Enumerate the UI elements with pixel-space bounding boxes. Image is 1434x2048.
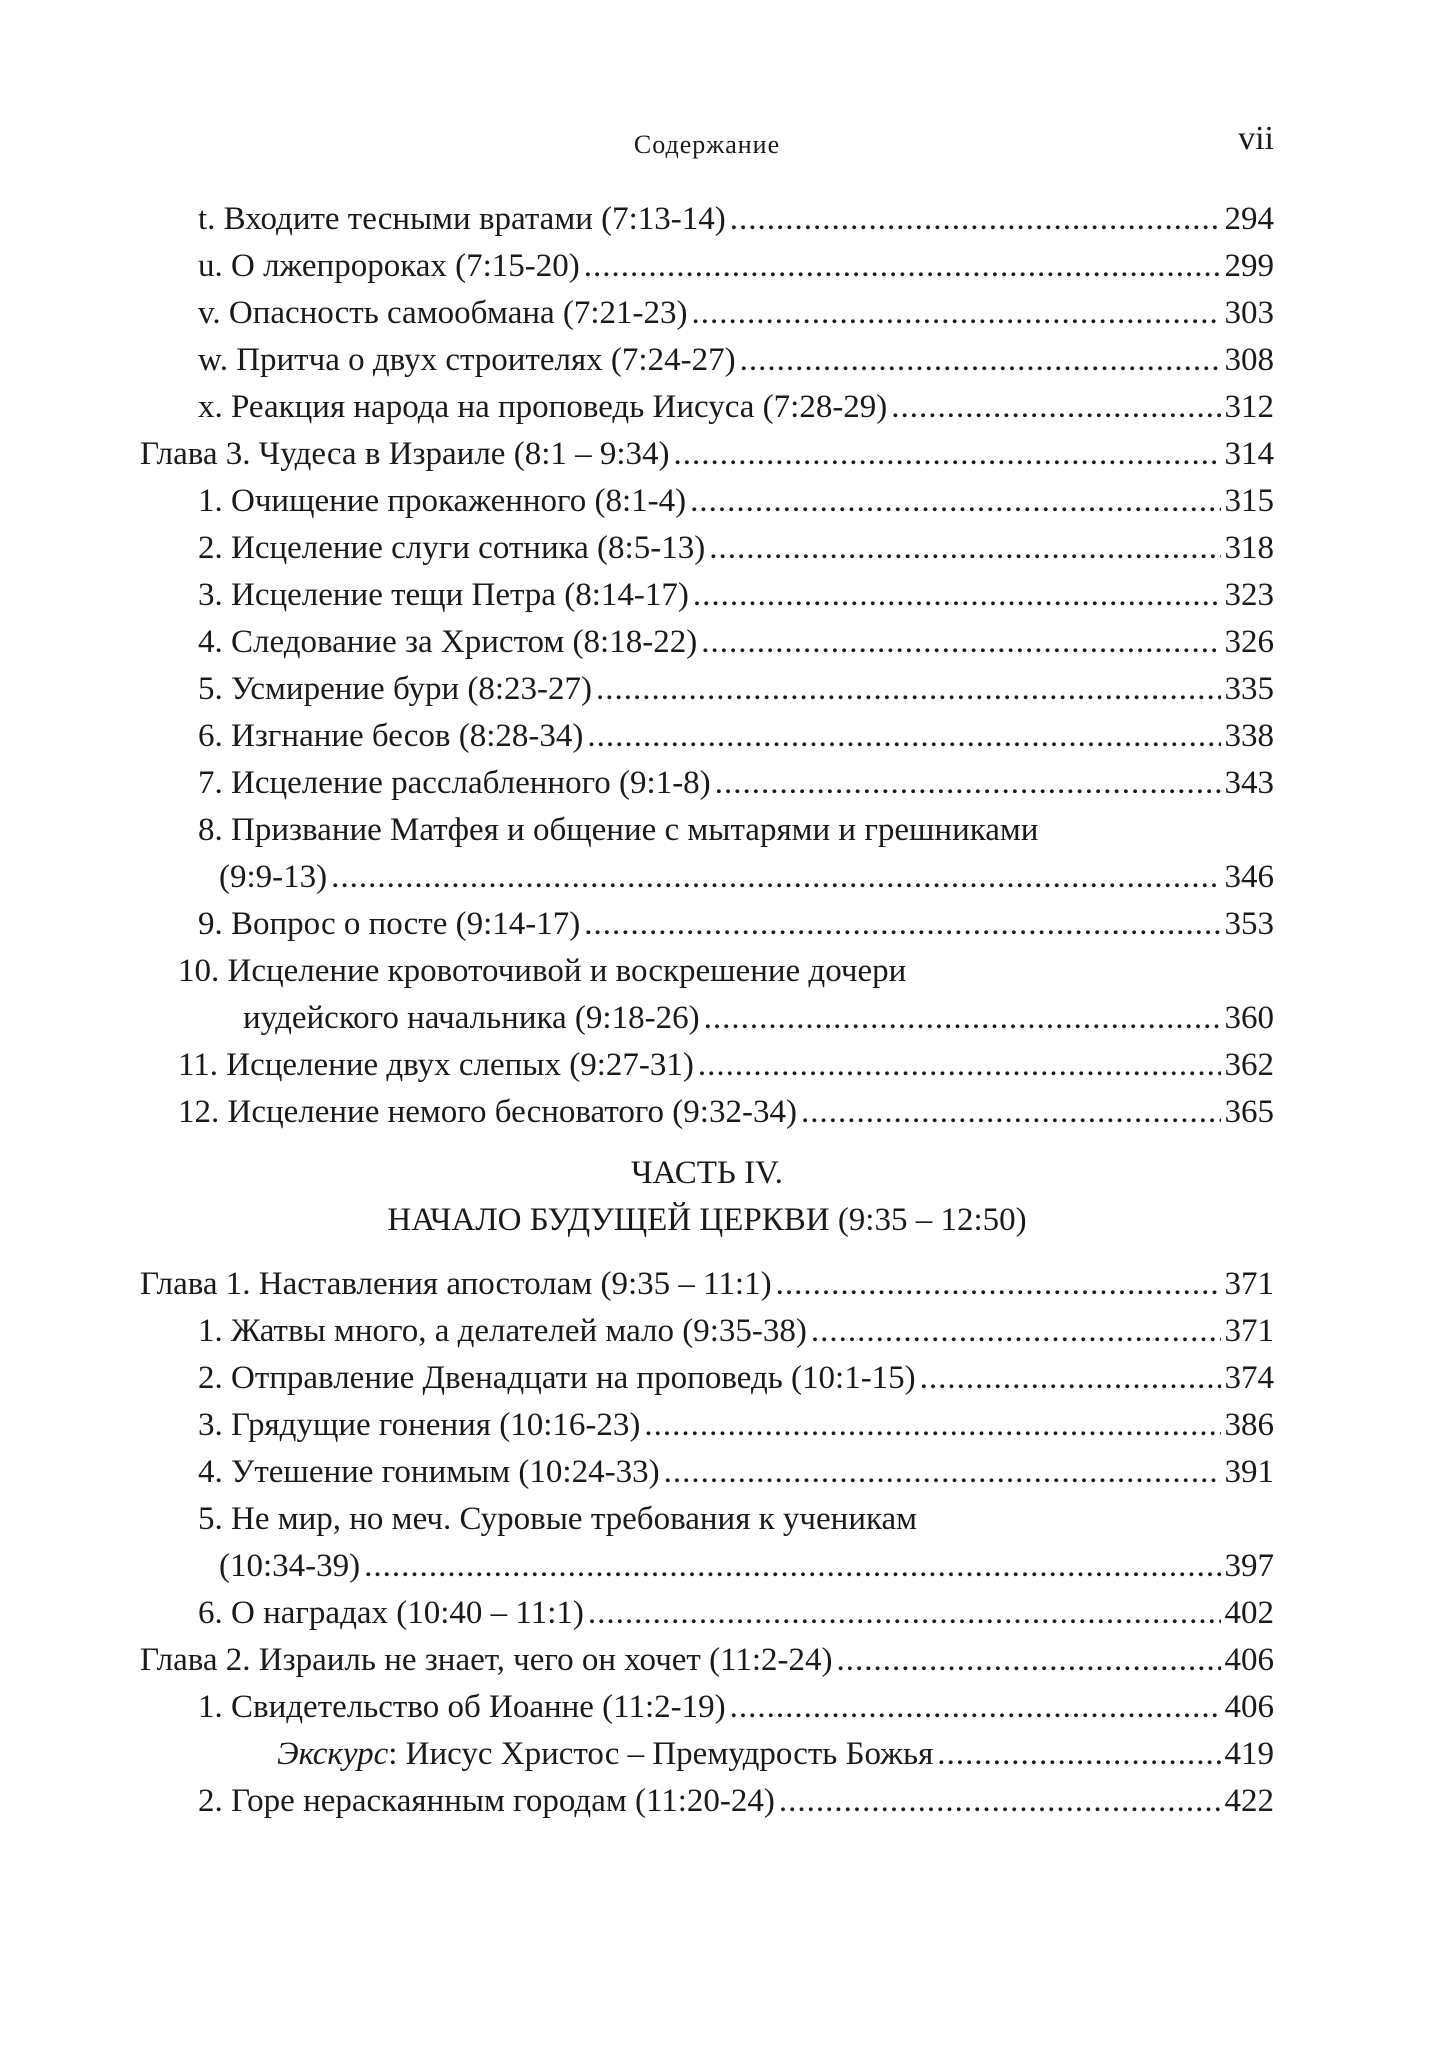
toc-entry-page: 362 — [1224, 1047, 1274, 1083]
leader-dots — [587, 713, 1220, 760]
part-number: ЧАСТЬ IV. — [631, 1155, 783, 1191]
toc-entry-label: 3. Грядущие гонения (10:16-23) — [198, 1407, 641, 1443]
toc-entry-label: Глава 3. Чудеса в Израиле (8:1 – 9:34) — [140, 436, 670, 472]
toc-entry — [140, 666, 1274, 713]
toc-entry — [140, 572, 1274, 619]
leader-dots — [701, 619, 1220, 666]
toc-entry-label: 6. Изгнание бесов (8:28-34) — [198, 718, 584, 754]
leader-dots — [664, 1449, 1221, 1496]
toc-entry — [140, 1778, 1274, 1825]
leader-dots — [698, 1042, 1221, 1089]
toc-entry-label: 12. Исцеление немого бесноватого (9:32-34) — [178, 1094, 797, 1130]
toc-entry-page: 335 — [1224, 671, 1274, 707]
leader-dots — [811, 1308, 1221, 1355]
part-title: НАЧАЛО БУДУЩЕЙ ЦЕРКВИ (9:35 – 12:50) — [387, 1202, 1027, 1238]
toc-entry — [140, 995, 1274, 1042]
toc-entry-page: 299 — [1224, 248, 1274, 284]
leader-dots — [596, 666, 1220, 713]
leader-dots — [690, 478, 1220, 525]
toc-entry — [140, 1402, 1274, 1449]
toc-block-1 — [140, 196, 1274, 1136]
toc-entry — [140, 854, 1274, 901]
running-header-title: Содержание — [633, 130, 781, 159]
toc-entry-page: 371 — [1224, 1266, 1274, 1302]
toc-entry-page: 338 — [1224, 718, 1274, 754]
toc-entry-page: 314 — [1224, 436, 1274, 472]
toc-entry-label: иудейского начальника (9:18-26) — [243, 1000, 700, 1036]
toc-entry-page: 402 — [1224, 1595, 1274, 1631]
toc-entry — [140, 196, 1274, 243]
leader-dots — [730, 196, 1221, 243]
toc-entry-page: 343 — [1224, 765, 1274, 801]
toc-entry — [140, 243, 1274, 290]
toc-entry-page: 353 — [1224, 906, 1274, 942]
leader-dots — [588, 1590, 1221, 1637]
toc-entry-page: 326 — [1224, 624, 1274, 660]
toc-entry-page: 346 — [1224, 859, 1274, 895]
toc-entry-label: (9:9-13) — [219, 859, 328, 895]
toc-entry — [140, 901, 1274, 948]
toc-entry-page: 312 — [1224, 389, 1274, 425]
toc-entry-page: 406 — [1224, 1642, 1274, 1678]
toc-entry-label: 9. Вопрос о посте (9:14-17) — [198, 906, 581, 942]
leader-dots — [920, 1355, 1221, 1402]
toc-entry-label: v. Опасность самообмана (7:21-23) — [198, 295, 688, 331]
page-number: vii — [1238, 120, 1274, 157]
toc-entry — [140, 1590, 1274, 1637]
toc-entry-label: 6. О наградах (10:40 – 11:1) — [198, 1595, 584, 1631]
toc-entry — [140, 1449, 1274, 1496]
leader-dots — [674, 431, 1221, 478]
toc-entry-label: 1. Жатвы много, а делателей мало (9:35-38) — [198, 1313, 807, 1349]
toc-entry-label: t. Входите тесными вратами (7:13-14) — [198, 201, 726, 237]
toc-entry — [140, 1543, 1274, 1590]
leader-dots — [584, 901, 1220, 948]
leader-dots — [776, 1261, 1221, 1308]
toc-entry-page: 371 — [1224, 1313, 1274, 1349]
leader-dots — [740, 337, 1221, 384]
toc-entry-page: 374 — [1224, 1360, 1274, 1396]
toc-entry-label: u. О лжепророках (7:15-20) — [198, 248, 580, 284]
toc-chapter-entry — [140, 1637, 1274, 1684]
leader-dots — [693, 572, 1221, 619]
toc-entry — [140, 290, 1274, 337]
toc-entry — [140, 1355, 1274, 1402]
toc-chapter-entry — [140, 431, 1274, 478]
leader-dots — [331, 854, 1220, 901]
excursus-title: : Иисус Христос – Премудрость Божья — [388, 1736, 934, 1772]
toc-entry-label: 11. Исцеление двух слепых (9:27-31) — [178, 1047, 694, 1083]
toc-entry-first-line: 8. Призвание Матфея и общение с мытарями и грешниками — [198, 812, 1039, 848]
toc-entry-page: 422 — [1224, 1783, 1274, 1819]
toc-entry-label: 7. Исцеление расслабленного (9:1-8) — [198, 765, 711, 801]
toc-entry-page: 419 — [1224, 1736, 1274, 1772]
leader-dots — [730, 1684, 1221, 1731]
toc-entry-label: 1. Очищение прокаженного (8:1-4) — [198, 483, 687, 519]
toc-entry-page: 308 — [1224, 342, 1274, 378]
leader-dots — [364, 1543, 1220, 1590]
leader-dots — [837, 1637, 1221, 1684]
leader-dots — [779, 1778, 1221, 1825]
toc-entry-page: 397 — [1224, 1548, 1274, 1584]
toc-block-2 — [140, 1261, 1274, 1825]
part-heading — [140, 1150, 1274, 1244]
toc-entry — [140, 619, 1274, 666]
toc-entry-page: 318 — [1224, 530, 1274, 566]
toc-entry-label: 1. Свидетельство об Иоанне (11:2-19) — [198, 1689, 726, 1725]
toc-entry-page: 365 — [1224, 1094, 1274, 1130]
toc-entry-page: 303 — [1224, 295, 1274, 331]
toc-entry-page: 315 — [1224, 483, 1274, 519]
toc-entry-label: x. Реакция народа на проповедь Иисуса (7:28-29) — [198, 389, 888, 425]
leader-dots — [584, 243, 1221, 290]
leader-dots — [801, 1089, 1221, 1136]
toc-entry-label: (10:34-39) — [219, 1548, 361, 1584]
toc-chapter-entry — [140, 1261, 1274, 1308]
toc-entry-label: Глава 2. Израиль не знает, чего он хочет (11:2-24) — [140, 1642, 833, 1678]
toc-entry — [140, 760, 1274, 807]
toc-entry — [140, 478, 1274, 525]
leader-dots — [937, 1731, 1220, 1778]
running-header — [140, 120, 1274, 170]
toc-entry — [140, 1042, 1274, 1089]
leader-dots — [715, 760, 1221, 807]
toc-entry-page: 360 — [1224, 1000, 1274, 1036]
toc-entry — [140, 713, 1274, 760]
toc-entry-page: 294 — [1224, 201, 1274, 237]
leader-dots — [709, 525, 1220, 572]
toc-entry-first-line: 5. Не мир, но меч. Суровые требования к ученикам — [198, 1501, 918, 1537]
toc-entry-page: 386 — [1224, 1407, 1274, 1443]
leader-dots — [891, 384, 1220, 431]
toc-entry-page: 406 — [1224, 1689, 1274, 1725]
toc-entry — [140, 1089, 1274, 1136]
leader-dots — [644, 1402, 1220, 1449]
toc-entry — [140, 1684, 1274, 1731]
toc-entry-label: 5. Усмирение бури (8:23-27) — [198, 671, 593, 707]
toc-entry-label — [277, 1731, 933, 1778]
toc-entry-label: 3. Исцеление тещи Петра (8:14-17) — [198, 577, 689, 613]
toc-entry-label: w. Притча о двух строителях (7:24-27) — [198, 342, 736, 378]
toc-entry-label: 2. Горе нераскаянным городам (11:20-24) — [198, 1783, 775, 1819]
toc-entry — [140, 384, 1274, 431]
leader-dots — [704, 995, 1221, 1042]
toc-entry-label: 2. Исцеление слуги сотника (8:5-13) — [198, 530, 706, 566]
toc-entry-label: Глава 1. Наставления апостолам (9:35 – 11:1) — [140, 1266, 772, 1302]
toc-entry-label: 4. Утешение гонимым (10:24-33) — [198, 1454, 660, 1490]
toc-entry — [140, 337, 1274, 384]
excursus-label: Экскурс — [277, 1736, 389, 1772]
toc-entry-label: 2. Отправление Двенадцати на проповедь (10:1-15) — [198, 1360, 916, 1396]
toc-entry — [140, 1308, 1274, 1355]
leader-dots — [692, 290, 1221, 337]
toc-entry-page: 391 — [1224, 1454, 1274, 1490]
toc-entry-label: 4. Следование за Христом (8:18-22) — [198, 624, 698, 660]
toc-entry-first-line: 10. Исцеление кровоточивой и воскрешение дочери — [178, 953, 907, 989]
toc-entry-page: 323 — [1224, 577, 1274, 613]
toc-entry — [140, 525, 1274, 572]
toc-excursus-entry — [140, 1731, 1274, 1778]
